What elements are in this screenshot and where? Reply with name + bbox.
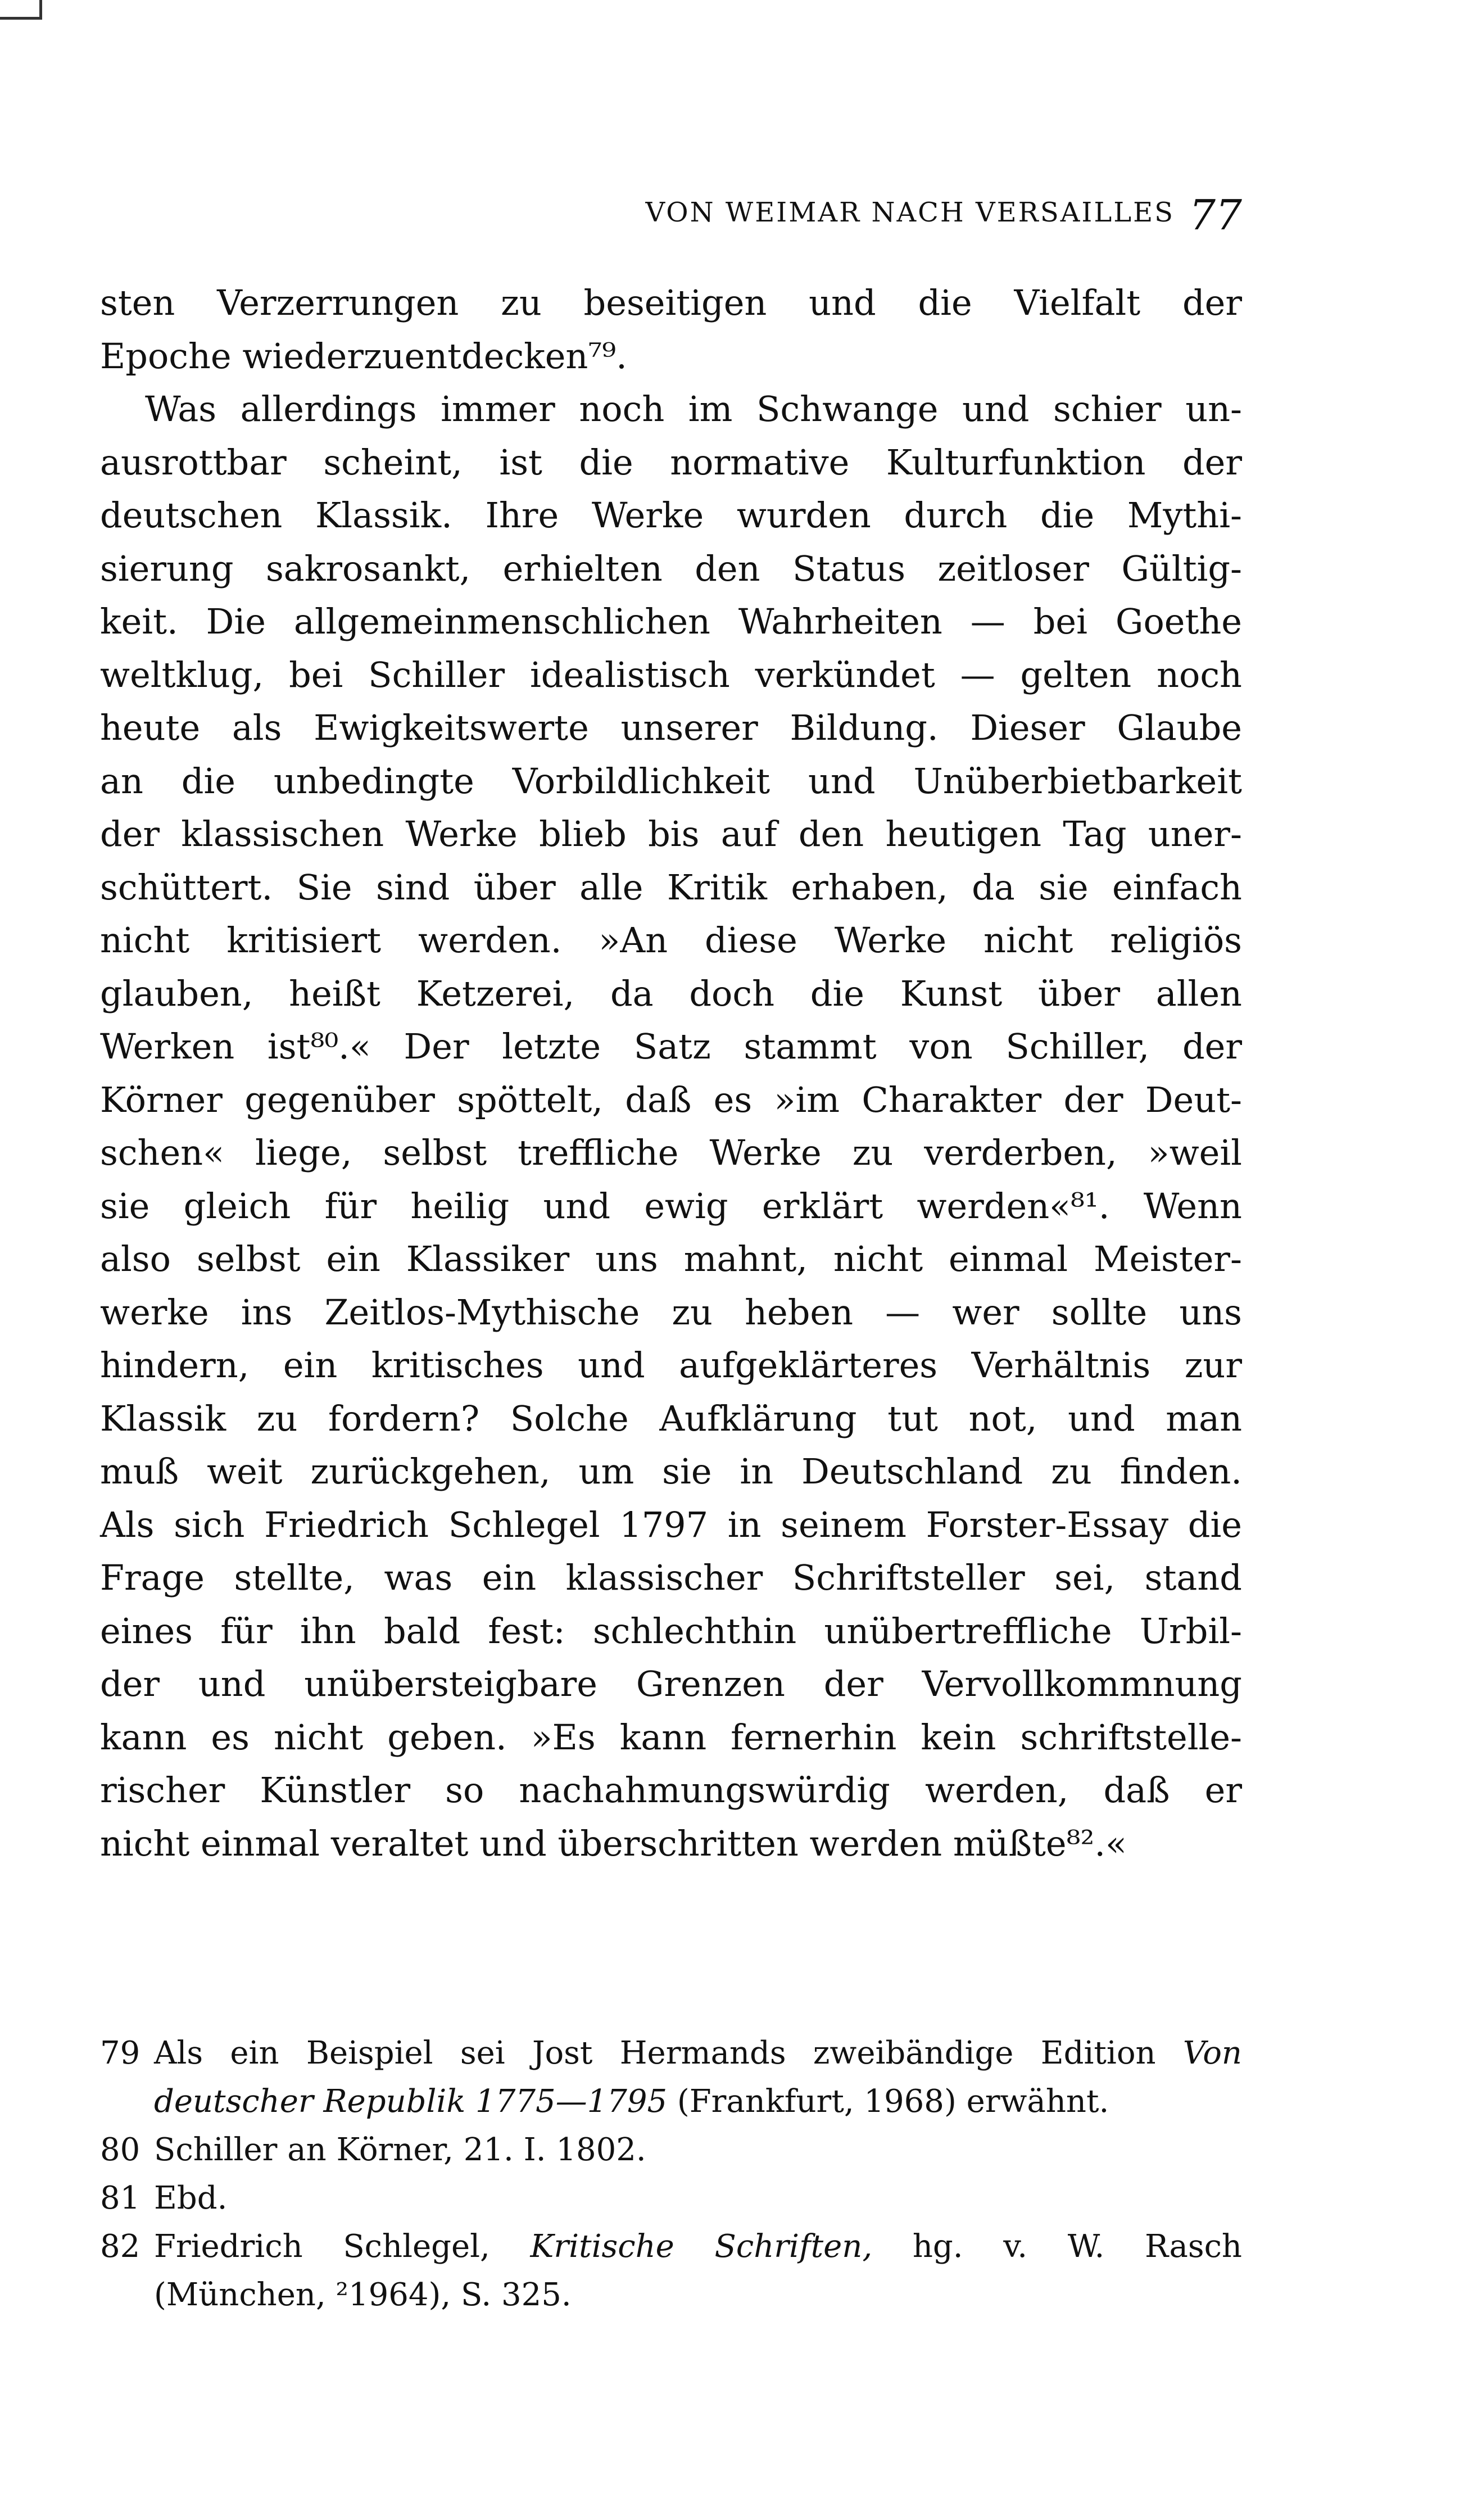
text-line: Was allerdings immer noch im Schwange und schier un- <box>145 388 1242 429</box>
footnote-number: 81 <box>100 2180 140 2216</box>
footnote-text <box>154 2029 1242 2078</box>
footnote-text: (München, ²1964), S. 325. <box>154 2277 572 2313</box>
footnote-text-part: (Frankfurt, 1968) erwähnt. <box>667 2083 1109 2120</box>
text-line: hindern, ein kritisches und aufgeklärteres Verhältnis zur <box>100 1345 1242 1386</box>
text-line: Frage stellte, was ein klassischer Schriftsteller sei, stand <box>100 1557 1242 1598</box>
text-line: weltklug, bei Schiller idealistisch verkündet — gelten noch <box>100 654 1242 695</box>
footnote-81 <box>100 2174 1242 2223</box>
footnotes <box>100 2029 1242 2319</box>
text-line: kann es nicht geben. »Es kann fernerhin kein schriftstelle- <box>100 1716 1242 1758</box>
footnote-text: Schiller an Körner, 21. I. 1802. <box>154 2132 646 2168</box>
footnote-text <box>154 2223 1242 2271</box>
text-line: deutschen Klassik. Ihre Werke wurden durch die Mythi- <box>100 495 1242 536</box>
text-line: eines für ihn bald fest: schlechthin unübertreffliche Urbil- <box>100 1610 1242 1652</box>
footnote-79-continued <box>100 2078 1242 2126</box>
footnote-82-continued <box>100 2271 1242 2319</box>
text-line: der und unübersteigbare Grenzen der Vervollkommnung <box>100 1663 1242 1704</box>
text-line: muß weit zurückgehen, um sie in Deutschland zu finden. <box>100 1451 1242 1492</box>
text-line: rischer Künstler so nachahmungswürdig werden, daß er <box>100 1770 1242 1811</box>
text-line: schen« liege, selbst treffliche Werke zu verderben, »weil <box>100 1132 1242 1173</box>
scan-corner-mark <box>0 0 42 20</box>
text-line: Klassik zu fordern? Solche Aufklärung tut not, und man <box>100 1397 1242 1439</box>
footnote-number: 79 <box>100 2035 140 2071</box>
running-title: VON WEIMAR NACH VERSAILLES <box>645 197 1175 228</box>
footnote-79 <box>100 2029 1242 2078</box>
footnote-text <box>154 2078 1242 2126</box>
footnote-text-part: Friedrich Schlegel, <box>154 2228 531 2265</box>
text-line: der klassischen Werke blieb bis auf den heutigen Tag uner- <box>100 813 1242 854</box>
footnote-title-italic: Kritische Schriften, <box>530 2228 873 2265</box>
text-line: Epoche wiederzuentdecken⁷⁹. <box>100 335 627 377</box>
text-line: sten Verzerrungen zu beseitigen und die Vielfalt der <box>100 282 1242 323</box>
text-line: nicht kritisiert werden. »An diese Werke nicht religiös <box>100 920 1242 961</box>
text-line: werke ins Zeitlos-Mythische zu heben — wer sollte uns <box>100 1291 1242 1333</box>
footnote-title-italic: Von <box>1182 2035 1242 2071</box>
page-number: 77 <box>1189 191 1242 239</box>
footnote-80 <box>100 2126 1242 2174</box>
text-line: heute als Ewigkeitswerte unserer Bildung. Dieser Glaube <box>100 707 1242 748</box>
text-line: sierung sakrosankt, erhielten den Status zeitloser Gültig- <box>100 548 1242 589</box>
text-line: also selbst ein Klassiker uns mahnt, nicht einmal Meister- <box>100 1238 1242 1279</box>
text-line: nicht einmal veraltet und überschritten werden müßte⁸².« <box>100 1822 1127 1864</box>
footnote-text-part: hg. v. W. Rasch <box>872 2228 1242 2265</box>
text-line: glauben, heißt Ketzerei, da doch die Kunst über allen <box>100 972 1242 1014</box>
text-line: sie gleich für heilig und ewig erklärt werden«⁸¹. Wenn <box>100 1185 1242 1227</box>
page-header <box>584 191 1242 242</box>
text-line: ausrottbar scheint, ist die normative Kulturfunktion der <box>100 441 1242 483</box>
footnote-number: 80 <box>100 2132 140 2168</box>
text-line: Als sich Friedrich Schlegel 1797 in seinem Forster-Essay die <box>100 1504 1242 1545</box>
text-line: Körner gegenüber spöttelt, daß es »im Charakter der Deut- <box>100 1079 1242 1120</box>
text-line: an die unbedingte Vorbildlichkeit und Unüberbietbarkeit <box>100 760 1242 802</box>
footnote-text-part: Als ein Beispiel sei Jost Hermands zweibändige Edition <box>154 2035 1183 2071</box>
footnote-text: Ebd. <box>154 2180 228 2216</box>
text-line: keit. Die allgemeinmenschlichen Wahrheiten — bei Goethe <box>100 601 1242 642</box>
footnote-number: 82 <box>100 2228 140 2265</box>
footnote-title-italic: deutscher Republik 1775—1795 <box>154 2083 668 2120</box>
text-line: Werken ist⁸⁰.« Der letzte Satz stammt von Schiller, der <box>100 1026 1242 1067</box>
footnote-82 <box>100 2223 1242 2271</box>
text-line: schüttert. Sie sind über alle Kritik erhaben, da sie einfach <box>100 866 1242 908</box>
body-text <box>100 277 1242 1870</box>
